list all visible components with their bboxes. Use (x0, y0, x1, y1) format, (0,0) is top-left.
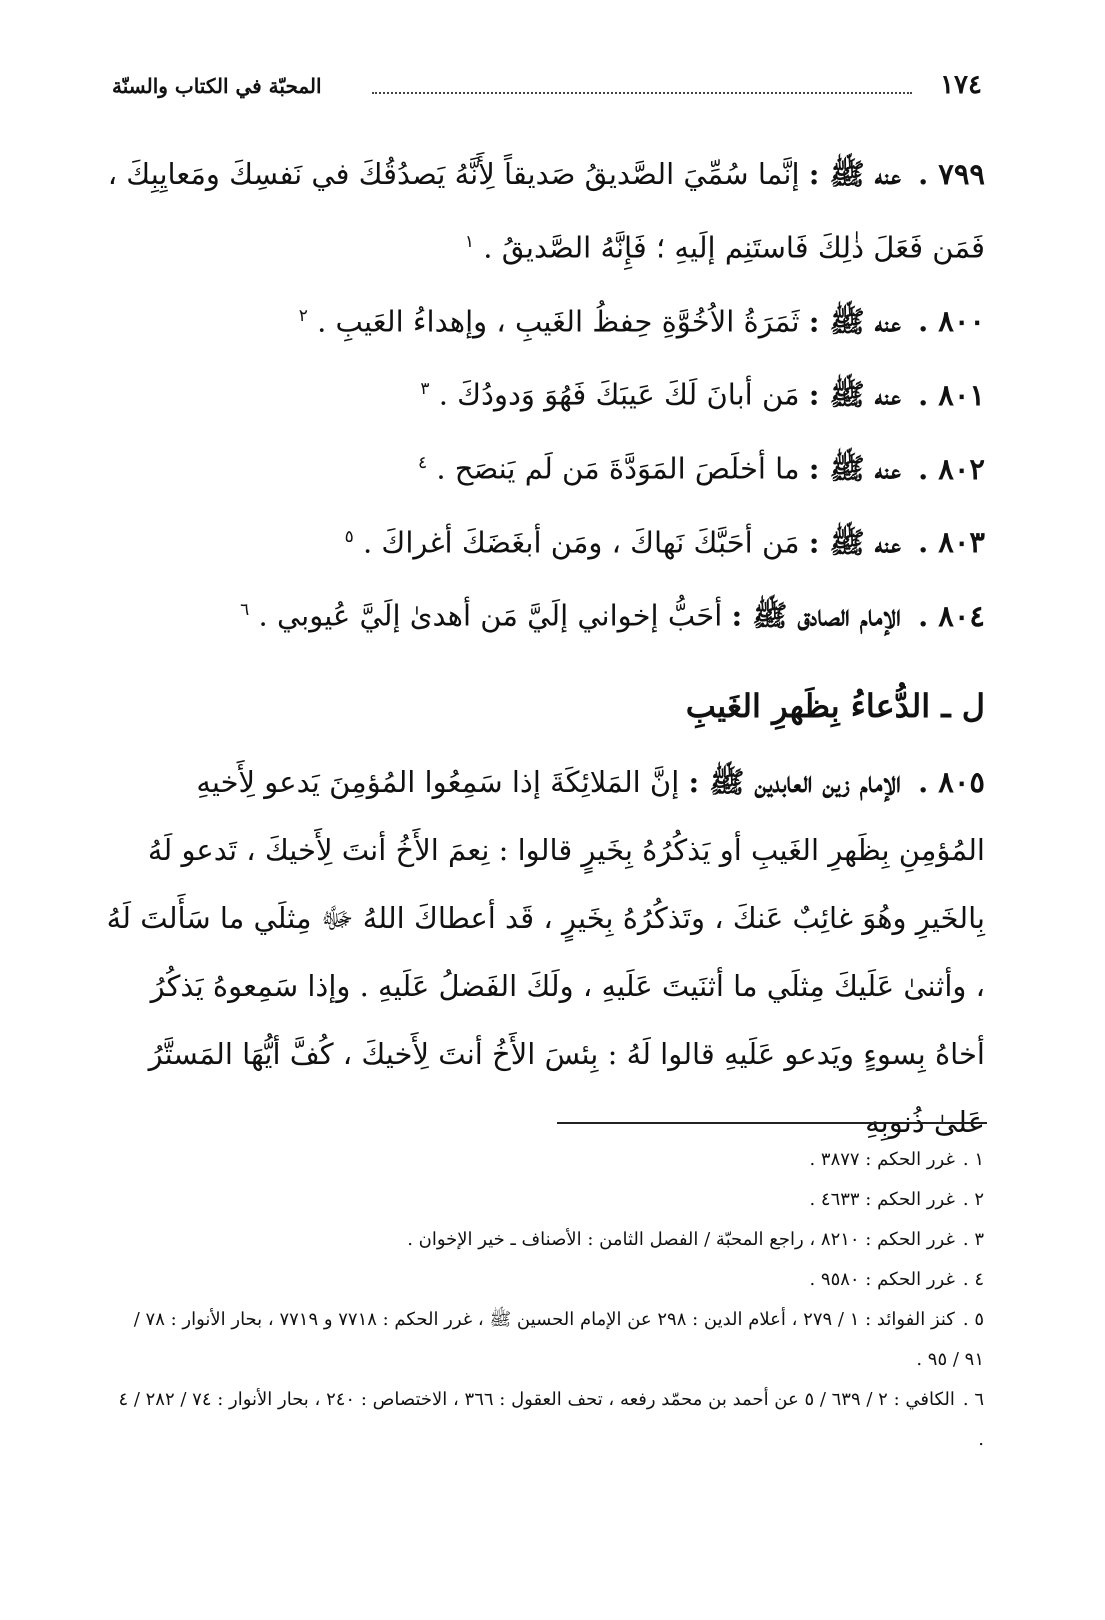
footnote-number: ١ . (962, 1149, 984, 1170)
hadith-text: ما أخلَصَ المَوَدَّةَ مَن لَم يَنصَح . (436, 451, 800, 486)
hadith-number: ٨٠٢ . (918, 451, 985, 486)
hadith-number: ٨٠١ . (918, 377, 985, 412)
hadith-entry (105, 576, 985, 650)
hadith-number: ٧٩٩ . (918, 157, 985, 191)
hadith-text: ثَمَرَةُ الاُخُوَّةِ حِفظُ الغَيبِ ، وإهداءُ العَيبِ . (317, 304, 800, 339)
section-heading: ل ـ الدُّعاءُ بِظَهرِ الغَيبِ (685, 686, 985, 725)
hadith-entry (105, 282, 985, 356)
footnote-item (112, 1380, 984, 1460)
footnote-ref[interactable]: ٥ (344, 526, 354, 547)
footnote-ref[interactable]: ٢ (298, 305, 308, 326)
hadith-number: ٨٠٤ . (918, 598, 985, 633)
footnote-number: ٦ . (962, 1389, 984, 1410)
hadith-text: إنَّ المَلائِكَةَ إذا سَمِعُوا المُؤمِنَ يَدعو لِأَخيهِ المُؤمِنِ بِظَهرِ الغَيبِ أو يَذكُرُهُ بِخَيرٍ قالوا : نِعمَ الأَخُ أنتَ لِأَخيكَ ، تَدعو لَهُ بِالخَيرِ وهُوَ غائِبٌ عَنكَ ، وتَذكُرُهُ بِخَيرٍ ، قَد أعطاكَ اللهُ ﷻ مِثلَي ما سَأَلتَ لَهُ ، وأثنىٰ عَلَيكَ مِثلَي ما أثنَيتَ عَلَيهِ ، ولَكَ الفَضلُ عَلَيهِ . وإذا سَمِعوهُ يَذكُرُ أخاهُ بِسوءٍ ويَدعو عَلَيهِ قالوا لَهُ : بِئسَ الأَخُ أنتَ لِأَخيكَ ، كُفَّ أيُّهَا المَستَّرُ عَلىٰ ذُنوبِهِ (106, 764, 985, 1139)
hadith-entry (105, 429, 985, 503)
hadith-entry (105, 140, 985, 282)
footnote-divider (557, 1122, 987, 1124)
footnote-number: ٢ . (962, 1189, 984, 1210)
hadith-entry (105, 355, 985, 429)
footnote-item (112, 1300, 984, 1380)
header-dotted-leader (372, 92, 912, 94)
footnote-number: ٣ . (962, 1229, 984, 1250)
hadith-source: الإمام زين العابدين ﷺ : (688, 764, 901, 799)
footnote-text: غرر الحكم : ٣٨٧٧ . (809, 1149, 955, 1170)
footnote-ref[interactable]: ١ (464, 232, 475, 252)
hadith-number: ٨٠٠ . (918, 304, 985, 339)
hadith-text: مَن أحَبَّكَ نَهاكَ ، ومَن أبغَضَكَ أغراكَ . (362, 525, 800, 560)
hadith-source: عنه ﷺ : (808, 451, 901, 486)
hadith-source: عنه ﷺ : (808, 157, 901, 191)
footnote-text: كنز الفوائد : ١ / ٢٧٩ ، أعلام الدين : ٢٩٨ عن الإمام الحسين ﷺ ، غرر الحكم : ٧٧١٨ و ٧٧١٩ ، بحار الأنوار : ٧٨ / ٩١ / ٩٥ . (133, 1309, 984, 1370)
hadith-source: عنه ﷺ : (808, 525, 901, 560)
footnote-text: غرر الحكم : ٤٦٣٣ . (809, 1189, 955, 1210)
page-number: ١٧٤ (940, 70, 982, 100)
hadith-entry (105, 748, 985, 1156)
main-text (105, 140, 985, 1156)
hadith-source: عنه ﷺ : (808, 377, 901, 412)
footnote-ref[interactable]: ٣ (420, 379, 430, 400)
footnote-text: غرر الحكم : ٩٥٨٠ . (809, 1269, 955, 1290)
footnote-number: ٤ . (962, 1269, 984, 1290)
hadith-source: عنه ﷺ : (808, 304, 901, 339)
footnote-ref[interactable]: ٦ (240, 600, 250, 621)
hadith-text: أحَبُّ إخواني إلَيَّ مَن أهدىٰ إلَيَّ عُيوبي . (258, 598, 723, 633)
footnote-item (112, 1220, 984, 1260)
hadith-number: ٨٠٥ . (918, 764, 985, 799)
hadith-number: ٨٠٣ . (918, 525, 985, 560)
footnote-text: غرر الحكم : ٨٢١٠ ، راجع المحبّة / الفصل الثامن : الأصناف ـ خير الإخوان . (407, 1229, 955, 1250)
footnotes (112, 1140, 984, 1460)
page-header (112, 70, 982, 114)
hadith-text: مَن أبانَ لَكَ عَيبَكَ فَهُوَ وَدودُكَ . (438, 377, 800, 412)
footnote-item (112, 1260, 984, 1300)
hadith-source: الإمام الصادق ﷺ : (731, 598, 901, 633)
running-title: المحبّة في الكتاب والسنّة (112, 74, 322, 98)
hadith-text: إنَّما سُمِّيَ الصَّديقُ صَديقاً لِأَنَّهُ يَصدُقُكَ في نَفسِكَ ومَعايِبِكَ ، فَمَن فَعَلَ ذٰلِكَ فَاستَنِم إلَيهِ ؛ فَإِنَّهُ الصَّديقُ . (107, 157, 985, 265)
footnote-ref[interactable]: ٤ (418, 452, 428, 473)
footnote-item (112, 1180, 984, 1220)
footnote-number: ٥ . (962, 1309, 984, 1330)
footnote-item (112, 1140, 984, 1180)
footnote-text: الكافي : ٢ / ٦٣٩ / ٥ عن أحمد بن محمّد رفعه ، تحف العقول : ٣٦٦ ، الاختصاص : ٢٤٠ ، بحار الأنوار : ٧٤ / ٢٨٢ / ٤ . (118, 1389, 984, 1450)
hadith-entry (105, 503, 985, 577)
